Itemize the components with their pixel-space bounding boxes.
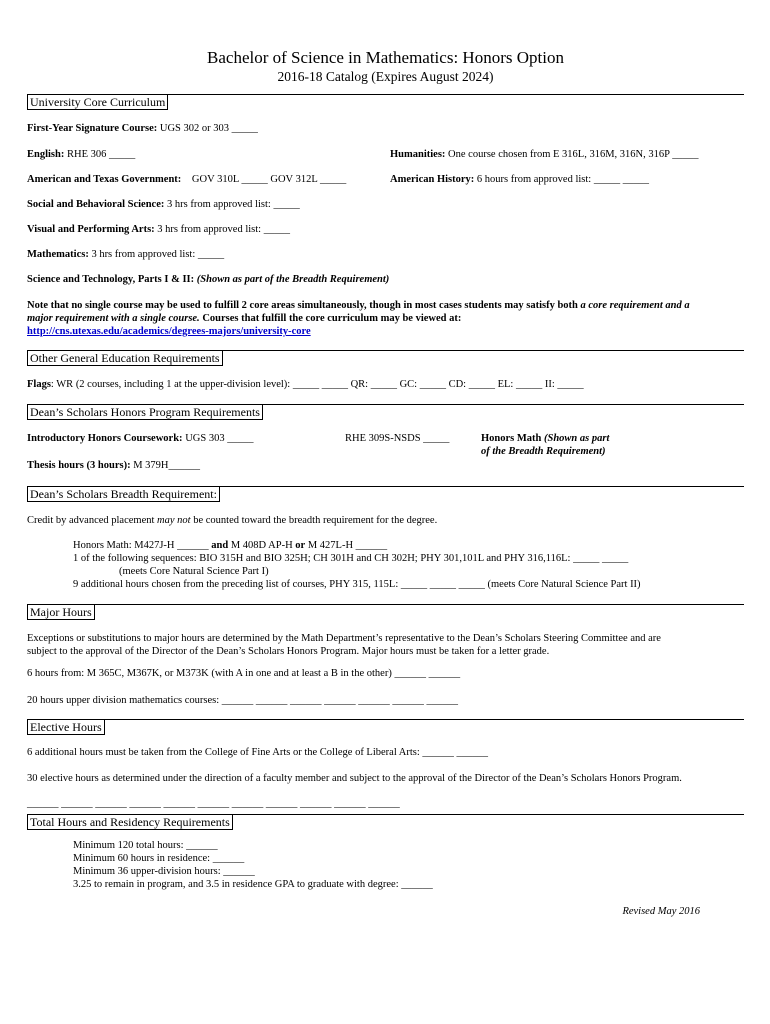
twenty-hours-line: 20 hours upper division mathematics courses: ______ ______ ______ ______ ______ ______ ______ <box>27 695 459 706</box>
core-curriculum-link[interactable]: http://cns.utexas.edu/academics/degrees-majors/university-core <box>27 326 311 337</box>
rhe-line <box>345 432 449 445</box>
total-line-2: Minimum 60 hours in residence: ______ <box>73 853 245 864</box>
math-core-value: 3 hrs from approved list: _____ <box>91 249 225 260</box>
six-elective-line: 6 additional hours must be taken from the College of Fine Arts or the College of Liberal Arts: ______ ______ <box>27 747 489 758</box>
nine-hours-line: 9 additional hours chosen from the preceding list of courses, PHY 315, 115L: _____ _____ _____ (meets Core Natural Science Part II) <box>73 579 641 590</box>
section-heading-honors: Dean’s Scholars Honors Program Requirements <box>27 404 263 420</box>
thesis-line <box>27 459 200 472</box>
sci-label: Science and Technology, Parts I & II: <box>27 274 195 285</box>
hm-text-3: M 427L-H ______ <box>305 540 388 551</box>
section-heading-core: University Core Curriculum <box>27 94 168 110</box>
hm-text-1: Honors Math: M427J-H ______ <box>73 540 212 551</box>
honors-math-note-2: of the Breadth Requirement) <box>481 446 606 457</box>
honors-math-line <box>481 432 609 445</box>
six-hours-major-line: 6 hours from: M 365C, M367K, or M373K (with A in one and at least a B in the other) ______ ______ <box>27 668 461 679</box>
sci-value: (Shown as part of the Breadth Requirement) <box>196 274 390 285</box>
honors-math-label: Honors Math <box>481 433 542 444</box>
sequence-line: 1 of the following sequences: BIO 315H and BIO 325H; CH 301H and CH 302H; PHY 301,101L and PHY 316,116L: _____ _____ <box>73 553 629 564</box>
hm-and: and <box>211 540 229 551</box>
thirty-elective-line: 30 elective hours as determined under the direction of a faculty member and subject to the approval of the Director of the Dean’s Scholars Honors Program. <box>27 773 682 784</box>
social-line <box>27 198 300 211</box>
history-label: American History: <box>390 174 475 185</box>
fys-value: UGS 302 or 303 _____ <box>159 123 258 134</box>
fys-line <box>27 122 258 135</box>
section-rule <box>27 719 744 720</box>
core-note-2: Courses that fulfill the core curriculum may be viewed at: <box>199 313 462 324</box>
english-value: RHE 306 _____ <box>66 149 136 160</box>
sci-line <box>27 273 389 286</box>
credit-italic: may not <box>157 515 191 526</box>
humanities-line <box>390 148 698 161</box>
page-title: Bachelor of Science in Mathematics: Honors Option <box>207 48 564 67</box>
vapa-label: Visual and Performing Arts: <box>27 224 155 235</box>
math-core-label: Mathematics: <box>27 249 89 260</box>
vapa-value: 3 hrs from approved list: _____ <box>157 224 290 235</box>
exceptions-line-2: subject to the approval of the Director of the Dean’s Scholars Honors Program. Major hours must be taken for a letter grade. <box>27 646 550 657</box>
honors-math-breadth-line <box>73 539 387 552</box>
social-value: 3 hrs from approved list: _____ <box>167 199 300 210</box>
core-link-line <box>27 325 311 338</box>
core-note-line-1 <box>27 299 690 312</box>
section-heading-elective: Elective Hours <box>27 719 105 735</box>
hm-text-2: M 408D AP-H <box>228 540 296 551</box>
history-value: 6 hours from approved list: _____ _____ <box>476 174 649 185</box>
hm-or: or <box>295 540 306 551</box>
credit-text-2: be counted toward the breadth requirement for the degree. <box>190 515 438 526</box>
credit-text-1: Credit by advanced placement <box>27 515 158 526</box>
social-label: Social and Behavioral Science: <box>27 199 165 210</box>
total-line-1: Minimum 120 total hours: ______ <box>73 840 218 851</box>
intro-honors-line <box>27 432 253 445</box>
exceptions-line-1: Exceptions or substitutions to major hours are determined by the Math Department’s representative to the Dean’s Scholars Steering Committee and are <box>27 633 661 644</box>
honors-math-note-1: (Shown as part <box>544 433 610 444</box>
fys-label: First-Year Signature Course: <box>27 123 158 134</box>
core-note-2-italic: major requirement with a single course. <box>27 313 200 324</box>
english-label: English: <box>27 149 65 160</box>
english-line <box>27 148 135 161</box>
elective-blanks: ______ ______ ______ ______ ______ ______ ______ ______ ______ ______ ______ <box>27 798 400 809</box>
core-note-line-2 <box>27 312 461 325</box>
humanities-value: One course chosen from E 316L, 316M, 316N, 316P _____ <box>448 149 699 160</box>
page-subtitle: 2016-18 Catalog (Expires August 2024) <box>277 69 494 84</box>
history-line <box>390 173 649 186</box>
math-core-line <box>27 248 224 261</box>
rhe-value: RHE 309S-NSDS _____ <box>345 433 450 444</box>
gov-label: American and Texas Government: <box>27 174 182 185</box>
flags-value: : WR (2 courses, including 1 at the upper-division level): _____ _____ QR: _____ GC: _____ CD: _____ EL: _____ II: _____ <box>50 379 584 390</box>
intro-honors-value: UGS 303 _____ <box>185 433 254 444</box>
core-note-1: Note that no single course may be used to fulfill 2 core areas simultaneously, though in most cases students may satisfy both <box>27 300 578 311</box>
flags-line <box>27 378 584 391</box>
total-line-3: Minimum 36 upper-division hours: ______ <box>73 866 255 877</box>
sequence-note: (meets Core Natural Science Part I) <box>119 566 269 577</box>
vapa-line <box>27 223 290 236</box>
section-heading-total: Total Hours and Residency Requirements <box>27 814 233 830</box>
section-heading-gened: Other General Education Requirements <box>27 350 223 366</box>
gov-value: GOV 310L _____ GOV 312L _____ <box>191 174 347 185</box>
revised-date: Revised May 2016 <box>622 906 700 917</box>
gov-line <box>27 173 346 186</box>
thesis-label: Thesis hours (3 hours): <box>27 460 131 471</box>
core-note-1-italic: a core requirement and a <box>577 300 690 311</box>
section-heading-breadth: Dean’s Scholars Breadth Requirement: <box>27 486 220 502</box>
total-line-4: 3.25 to remain in program, and 3.5 in residence GPA to graduate with degree: ______ <box>73 879 433 890</box>
thesis-value: M 379H______ <box>133 460 200 471</box>
credit-line <box>27 514 437 527</box>
humanities-label: Humanities: <box>390 149 446 160</box>
flags-label: Flags <box>27 379 51 390</box>
section-heading-major: Major Hours <box>27 604 95 620</box>
section-rule <box>27 604 744 605</box>
intro-honors-label: Introductory Honors Coursework: <box>27 433 183 444</box>
